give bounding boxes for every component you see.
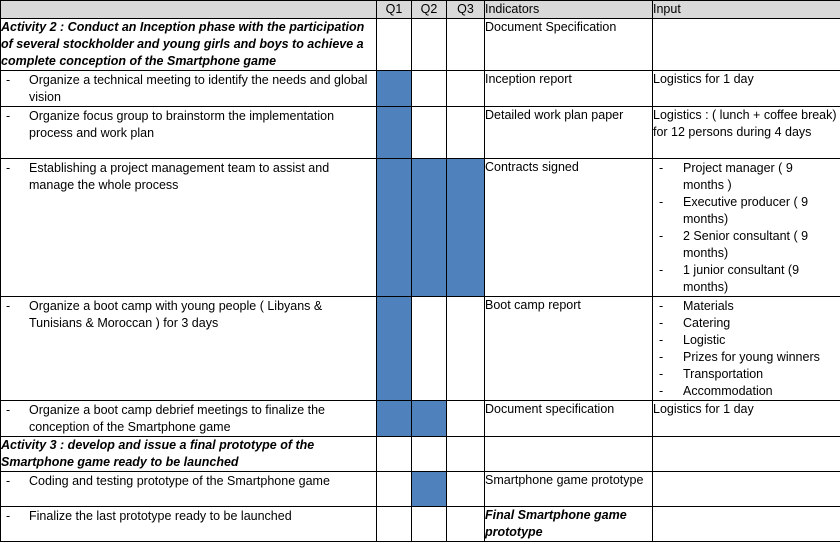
- q1-header: Q1: [377, 1, 412, 19]
- q1-bar: [377, 297, 412, 401]
- task-indicator: Final Smartphone game prototype: [485, 507, 653, 542]
- task-indicator: Inception report: [485, 71, 653, 107]
- task-text: Organize a boot camp debrief meetings to finalize the conception of the Smartphone game: [29, 402, 372, 436]
- input-list: [653, 159, 840, 296]
- list-dash: -: [6, 402, 29, 436]
- task-row: [1, 71, 840, 107]
- task-row: [1, 297, 840, 401]
- q1-bar: [377, 71, 412, 107]
- input-item: - Project manager ( 9 months ): [659, 160, 836, 194]
- task-row: [1, 107, 840, 159]
- task-row: [1, 401, 840, 437]
- activity3-row: [1, 437, 840, 472]
- q2-bar: [412, 159, 447, 297]
- task-indicator: Document specification: [485, 401, 653, 437]
- activity-column-header: [1, 1, 377, 19]
- task-indicator: Contracts signed: [485, 159, 653, 297]
- activity3-title: Activity 3 : develop and issue a final prototype of the Smartphone game ready to be launched: [1, 437, 377, 472]
- q1-bar: [377, 107, 412, 159]
- list-dash: -: [6, 508, 29, 525]
- task-indicator: Detailed work plan paper: [485, 107, 653, 159]
- input-item: - Logistic: [659, 332, 836, 349]
- q2-header: Q2: [412, 1, 447, 19]
- q2-bar: [412, 401, 447, 437]
- input-item: - Accommodation: [659, 383, 836, 400]
- list-dash: -: [6, 108, 29, 142]
- input-item: - Materials: [659, 298, 836, 315]
- list-dash: -: [6, 298, 29, 332]
- header-row: [1, 1, 840, 19]
- input-item: - Prizes for young winners: [659, 349, 836, 366]
- task-text: Finalize the last prototype ready to be launched: [29, 508, 372, 525]
- task-text: Organize focus group to brainstorm the implementation process and work plan: [29, 108, 372, 142]
- input-list: [653, 297, 840, 400]
- task-row: [1, 472, 840, 507]
- input-item: - 2 Senior consultant ( 9 months): [659, 228, 836, 262]
- task-text: Establishing a project management team to assist and manage the whole process: [29, 160, 372, 194]
- task-row: [1, 507, 840, 542]
- task-text: Organize a technical meeting to identify the needs and global vision: [29, 72, 372, 106]
- task-text: Coding and testing prototype of the Smartphone game: [29, 473, 372, 490]
- task-indicator: Boot camp report: [485, 297, 653, 401]
- list-dash: -: [6, 160, 29, 194]
- q3-header: Q3: [447, 1, 485, 19]
- indicators-header: Indicators: [485, 1, 653, 19]
- task-text: Organize a boot camp with young people ( Libyans & Tunisians & Moroccan ) for 3 days: [29, 298, 372, 332]
- task-input: Logistics for 1 day: [653, 401, 840, 437]
- activity2-row: [1, 19, 840, 71]
- input-item: - 1 junior consultant (9 months): [659, 262, 836, 296]
- task-indicator: Smartphone game prototype: [485, 472, 653, 507]
- q1-bar: [377, 159, 412, 297]
- task-input: Logistics for 1 day: [653, 71, 840, 107]
- task-input: Logistics : ( lunch + coffee break) for 12 persons during 4 days: [653, 107, 840, 159]
- q3-bar: [447, 159, 485, 297]
- input-item: - Catering: [659, 315, 836, 332]
- task-row: [1, 159, 840, 297]
- q1-bar: [377, 401, 412, 437]
- activity2-indicator: Document Specification: [485, 19, 653, 71]
- input-header: Input: [653, 1, 840, 19]
- activity2-title: Activity 2 : Conduct an Inception phase with the participation of several stockholder and young girls and boys to achieve a complete conception of the Smartphone game: [1, 19, 377, 71]
- list-dash: -: [6, 72, 29, 106]
- list-dash: -: [6, 473, 29, 490]
- input-item: - Transportation: [659, 366, 836, 383]
- q2-bar: [412, 472, 447, 507]
- input-item: - Executive producer ( 9 months): [659, 194, 836, 228]
